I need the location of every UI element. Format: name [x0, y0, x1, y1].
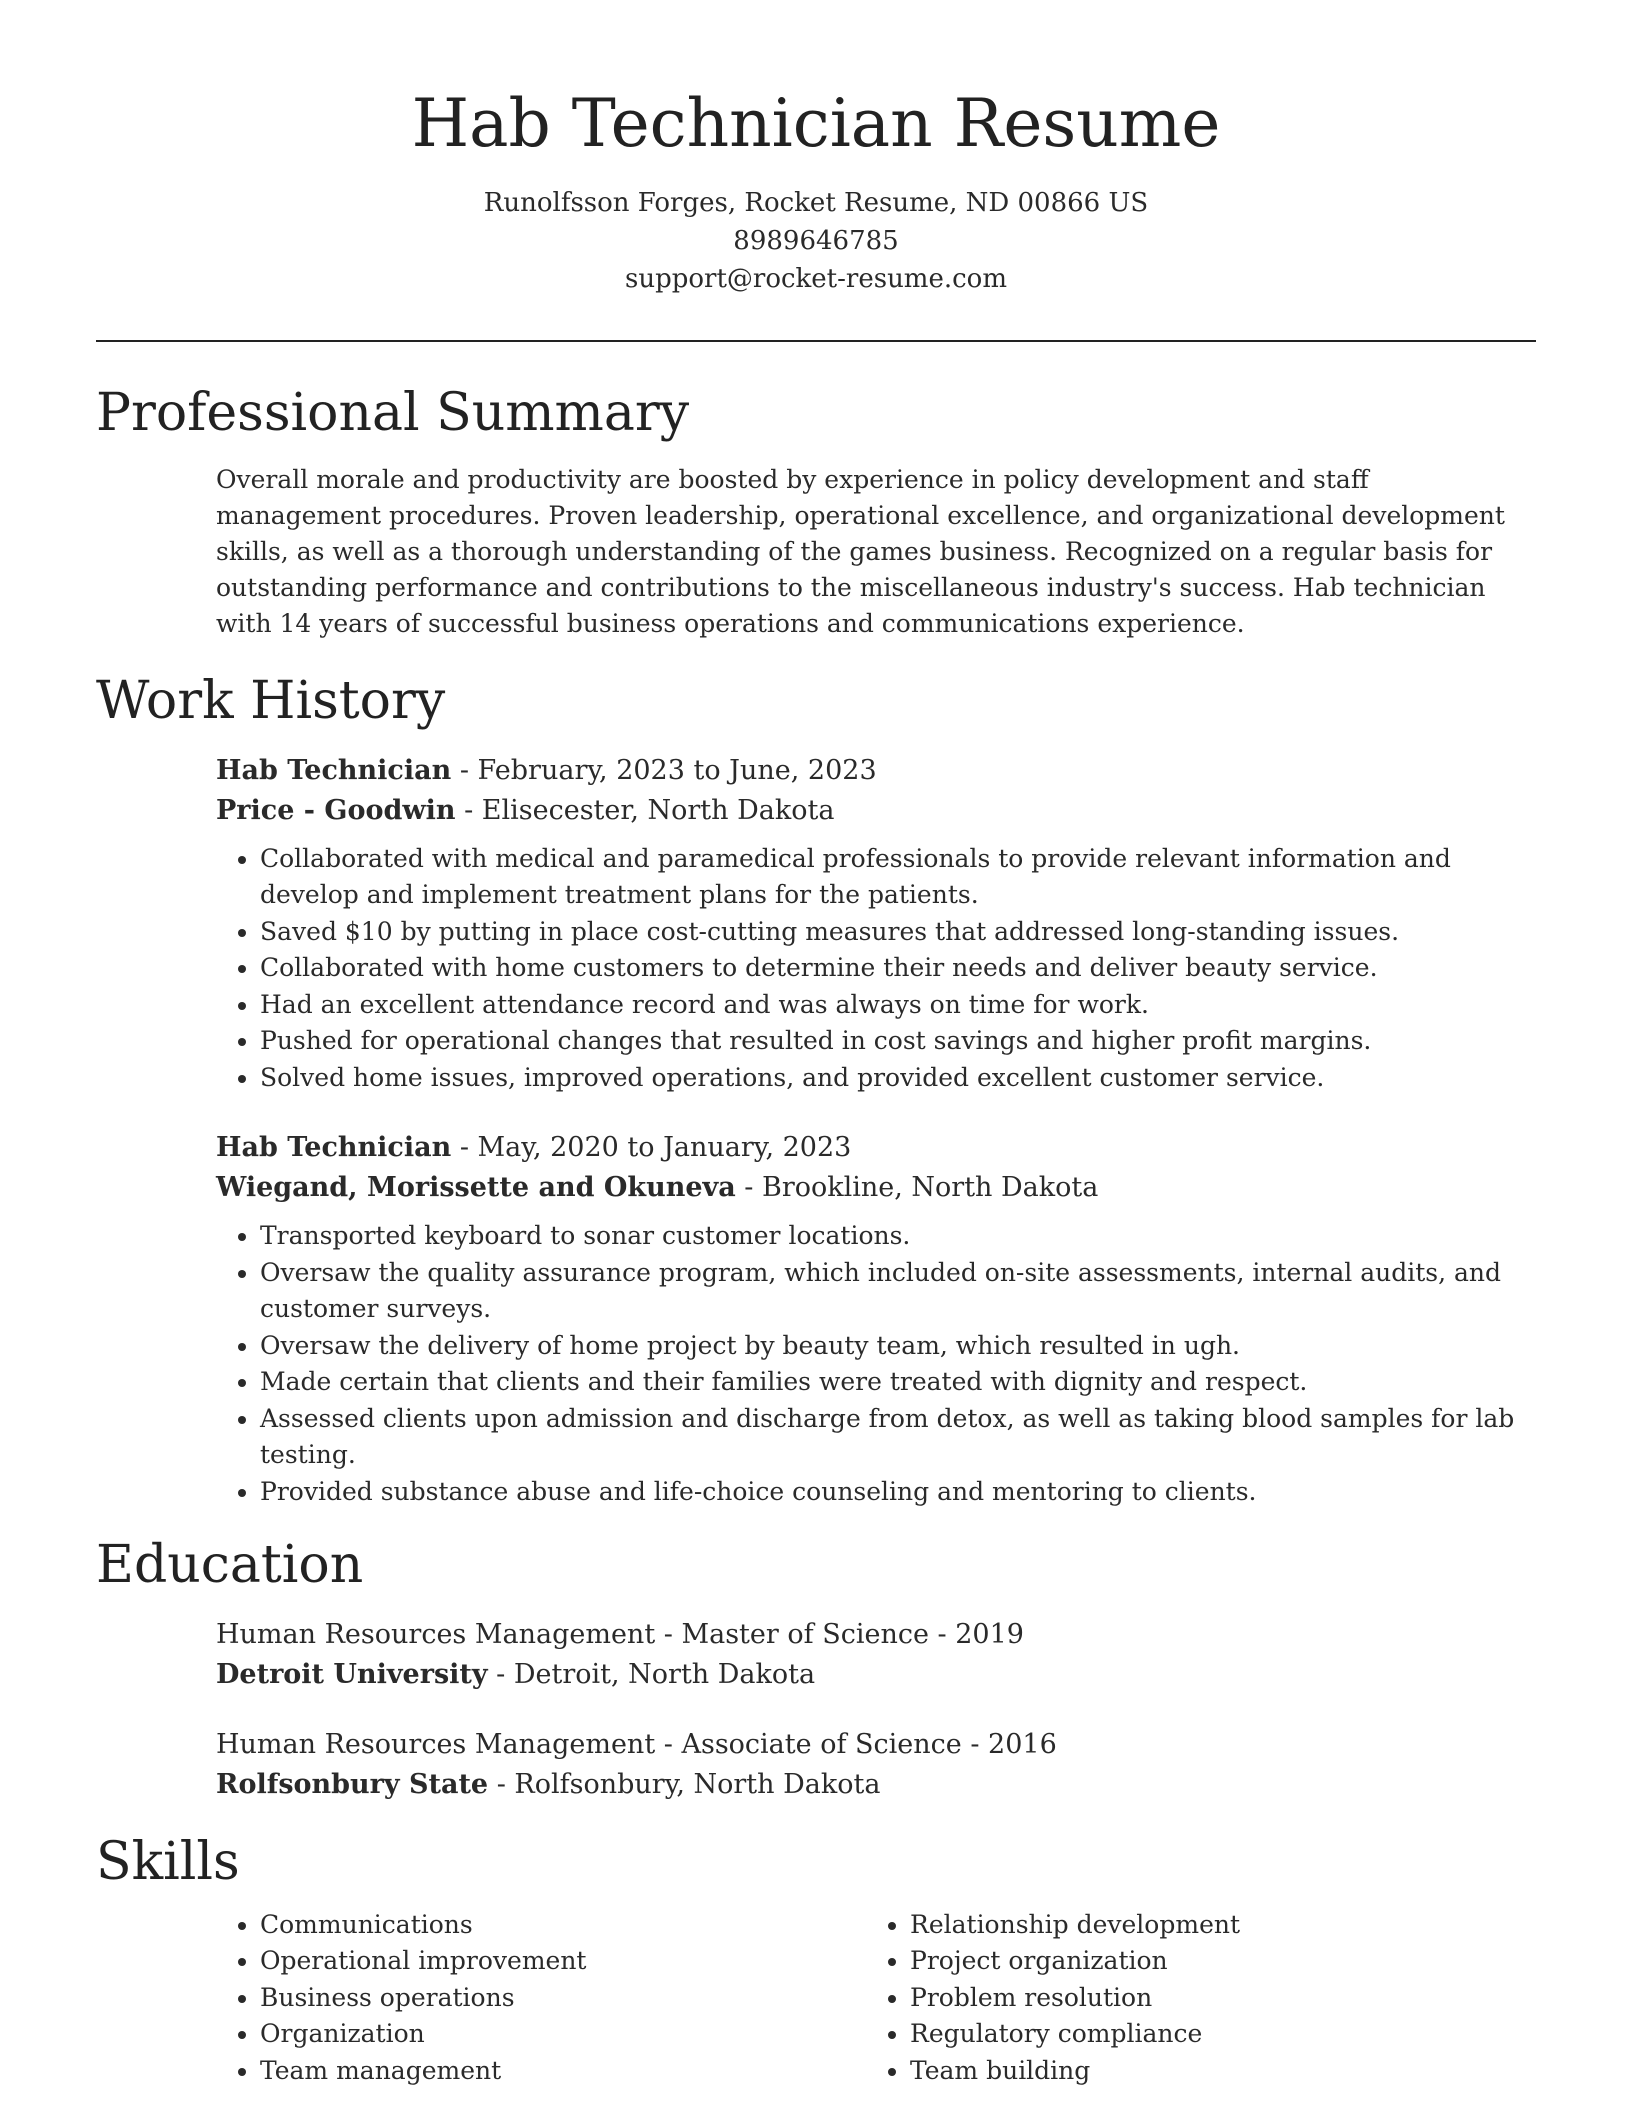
school-location: - Rolfsonbury, North Dakota [488, 1768, 881, 1800]
skill-item: • Project organization [910, 1943, 1516, 1980]
list-item: • Solved home issues, improved operations, and provided excellent customer service. [260, 1060, 1536, 1097]
job-title: Hab Technician [216, 754, 452, 786]
list-item: • Had an excellent attendance record and was always on time for work. [260, 987, 1536, 1024]
job-title: Hab Technician [216, 1132, 452, 1164]
resume-header [96, 0, 1536, 298]
job-entry [96, 751, 1536, 1097]
skill-item: • Team building [910, 2053, 1516, 2090]
job-dates: - February, 2023 to June, 2023 [451, 754, 877, 786]
skill-item: • Team management [260, 2053, 866, 2090]
skill-item: • Communications [260, 1907, 866, 1944]
job-company: Price - Goodwin [216, 794, 456, 826]
job-company-line [216, 791, 1536, 831]
job-location: - Brookline, North Dakota [735, 1172, 1099, 1204]
list-item: • Oversaw the delivery of home project by beauty team, which resulted in ugh. [260, 1328, 1536, 1365]
job-location: - Elisecester, North Dakota [455, 794, 835, 826]
contact-phone: 8989646785 [733, 225, 899, 256]
list-item: • Assessed clients upon admission and discharge from detox, as well as taking blood samples for lab testing. [260, 1401, 1536, 1474]
job-dates: - May, 2020 to January, 2023 [451, 1132, 852, 1164]
job-title-line [216, 1128, 1536, 1168]
school-line [216, 1765, 1536, 1805]
skills-list [866, 1907, 1516, 2090]
education-entry [96, 1725, 1536, 1805]
school-name: Detroit University [216, 1658, 488, 1690]
header-divider [96, 340, 1536, 342]
skill-item: • Operational improvement [260, 1943, 866, 1980]
education-entry [96, 1615, 1536, 1695]
skills-list [216, 1907, 866, 2090]
list-item: • Collaborated with home customers to determine their needs and deliver beauty service. [260, 950, 1536, 987]
school-location: - Detroit, North Dakota [487, 1658, 816, 1690]
list-item: • Made certain that clients and their families were treated with dignity and respect. [260, 1364, 1536, 1401]
list-item: • Provided substance abuse and life-choice counseling and mentoring to clients. [260, 1474, 1536, 1511]
section-heading: Education [96, 1535, 364, 1596]
skill-item: • Business operations [260, 1980, 866, 2017]
job-company: Wiegand, Morissette and Okuneva [216, 1172, 736, 1204]
skills-grid [96, 1907, 1536, 2090]
skill-item: • Organization [260, 2016, 866, 2053]
contact-address: Runolfsson Forges, Rocket Resume, ND 00866 US [483, 187, 1149, 218]
job-bullets [216, 841, 1536, 1097]
skill-item: • Problem resolution [910, 1980, 1516, 2017]
summary-text: Overall morale and productivity are boosted by experience in policy development and staff management procedures. Proven leadership, operational excellence, and organizational development skills, as well as a thorough understanding of the games business. Recognized on a regular basis for outstanding performance and contributions to the miscellaneous industry's success. Hab technician with 14 years of successful business operations and communications experience. [216, 465, 1505, 639]
section-heading: Work History [96, 671, 446, 732]
skill-item: • Relationship development [910, 1907, 1516, 1944]
section-professional-summary [96, 382, 1536, 642]
job-company-line [216, 1168, 1536, 1208]
section-education [96, 1534, 1536, 1804]
degree-line: Human Resources Management - Master of Science - 2019 [216, 1618, 1024, 1650]
section-work-history [96, 670, 1536, 1510]
section-heading: Skills [96, 1831, 240, 1892]
school-line [216, 1655, 1536, 1695]
list-item: • Saved $10 by putting in place cost-cutting measures that addressed long-standing issues. [260, 914, 1536, 951]
job-entry [96, 1128, 1536, 1510]
job-bullets [216, 1218, 1536, 1510]
list-item: • Pushed for operational changes that resulted in cost savings and higher profit margins. [260, 1023, 1536, 1060]
skills-column-left [216, 1907, 866, 2090]
skills-column-right [866, 1907, 1516, 2090]
contact-email: support@rocket-resume.com [624, 263, 1007, 294]
list-item: • Collaborated with medical and paramedical professionals to provide relevant information and develop and implement treatment plans for the patients. [260, 841, 1536, 914]
list-item: • Oversaw the quality assurance program, which included on-site assessments, internal audits, and customer surveys. [260, 1255, 1536, 1328]
school-name: Rolfsonbury State [216, 1768, 489, 1800]
list-item: • Transported keyboard to sonar customer locations. [260, 1218, 1536, 1255]
skill-item: • Regulatory compliance [910, 2016, 1516, 2053]
degree-line: Human Resources Management - Associate of Science - 2016 [216, 1728, 1057, 1760]
section-heading: Professional Summary [96, 382, 690, 443]
resume-title: Hab Technician Resume [411, 85, 1221, 162]
job-title-line [216, 751, 1536, 791]
section-skills [96, 1831, 1536, 2090]
